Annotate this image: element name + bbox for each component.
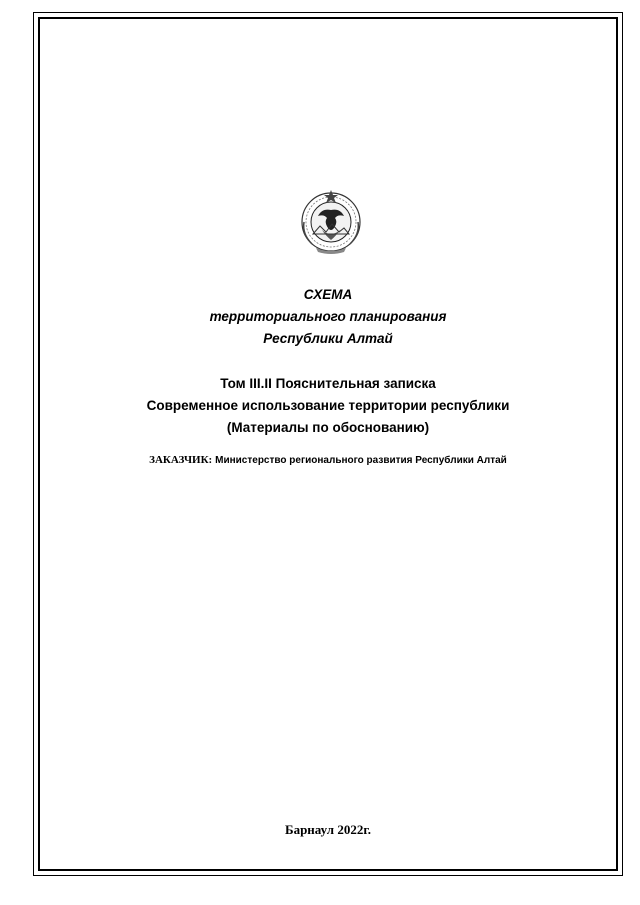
page-inner-border bbox=[38, 17, 618, 871]
volume-line-3: (Материалы по обоснованию) bbox=[226, 420, 430, 435]
customer-label: ЗАКАЗЧИК: bbox=[149, 454, 213, 466]
customer-value: Министерство регионального развития Республики Алтай bbox=[215, 455, 507, 466]
republic-altai-coat-of-arms-icon bbox=[298, 186, 364, 256]
volume-line-1: Том III.II Пояснительная записка bbox=[220, 376, 436, 391]
title-line-2: территориального планирования bbox=[209, 309, 447, 324]
title-line-3: Республики Алтай bbox=[263, 331, 393, 346]
title-line-1: СХЕМА bbox=[303, 287, 353, 302]
footer-city-year: Барнаул 2022г. bbox=[284, 822, 372, 837]
customer-line bbox=[40, 454, 616, 466]
volume-line-2: Современное использование территории республики bbox=[146, 398, 510, 413]
